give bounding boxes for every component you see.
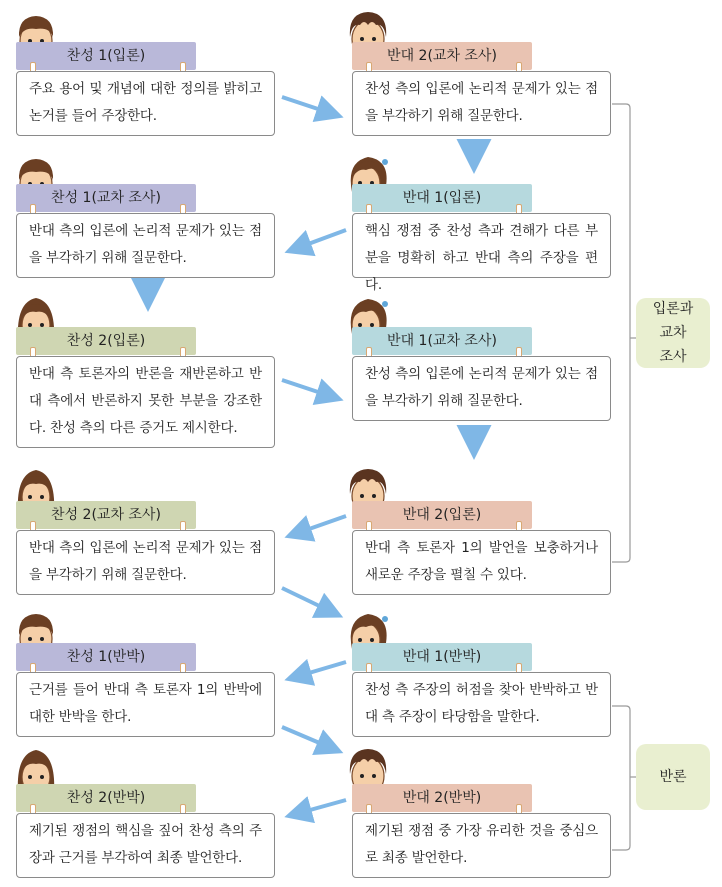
step-box-neg1-cross: 찬성 측의 입론에 논리적 문제가 있는 점을 부각하기 위해 질문한다. <box>352 356 611 421</box>
step-box-neg2-rebuttal: 제기된 쟁점 중 가장 유리한 것을 중심으로 최종 발언한다. <box>352 813 611 878</box>
step-box-affirm1-rebuttal: 근거를 들어 반대 측 토론자 1의 반박에 대한 반박을 한다. <box>16 672 275 737</box>
step-label-neg1-constructive: 반대 1(입론) <box>352 184 532 212</box>
group-label-constructive-cross: 입론과 교차 조사 <box>636 298 710 368</box>
group-label-rebuttal: 반론 <box>636 744 710 810</box>
arrow-s8-s9 <box>282 588 336 614</box>
arrow-s7-s8 <box>292 516 346 535</box>
arrow-s11-s12 <box>292 800 346 815</box>
step-label-affirm1-constructive: 찬성 1(입론) <box>16 42 196 70</box>
step-label-neg2-constructive: 반대 2(입론) <box>352 501 532 529</box>
step-box-affirm2-constructive: 반대 측 토론자의 반론을 재반론하고 반대 측에서 반론하지 못한 부분을 강조한다. 찬성 측의 다른 증거도 제시한다. <box>16 356 275 448</box>
step-label-affirm1-cross: 찬성 1(교차 조사) <box>16 184 196 212</box>
step-box-neg2-constructive: 반대 측 토론자 1의 발언을 보충하거나 새로운 주장을 펼칠 수 있다. <box>352 530 611 595</box>
bracket-group-1 <box>612 104 630 562</box>
step-label-neg2-rebuttal: 반대 2(반박) <box>352 784 532 812</box>
arrow-s5-s6 <box>282 380 336 398</box>
step-label-neg2-cross: 반대 2(교차 조사) <box>352 42 532 70</box>
step-box-neg1-rebuttal: 찬성 측 주장의 허점을 찾아 반박하고 반대 측 주장이 타당함을 말한다. <box>352 672 611 737</box>
step-box-neg1-constructive: 핵심 쟁점 중 찬성 측과 견해가 다른 부분을 명확히 하고 반대 측의 주장을 편다. <box>352 213 611 278</box>
step-box-affirm2-rebuttal: 제기된 쟁점의 핵심을 짚어 찬성 측의 주장과 근거를 부각하여 최종 발언한다. <box>16 813 275 878</box>
step-box-affirm2-cross: 반대 측의 입론에 논리적 문제가 있는 점을 부각하기 위해 질문한다. <box>16 530 275 595</box>
step-box-neg2-cross: 찬성 측의 입론에 논리적 문제가 있는 점을 부각하기 위해 질문한다. <box>352 71 611 136</box>
arrow-s1-s2 <box>282 97 336 115</box>
step-label-affirm2-constructive: 찬성 2(입론) <box>16 327 196 355</box>
step-label-neg1-rebuttal: 반대 1(반박) <box>352 643 532 671</box>
arrow-s10-s11 <box>282 727 336 750</box>
step-box-affirm1-cross: 반대 측의 입론에 논리적 문제가 있는 점을 부각하기 위해 질문한다. <box>16 213 275 278</box>
step-label-neg1-cross: 반대 1(교차 조사) <box>352 327 532 355</box>
arrow-s9-s10 <box>292 662 346 678</box>
step-label-affirm2-cross: 찬성 2(교차 조사) <box>16 501 196 529</box>
arrow-s3-s4 <box>292 230 346 250</box>
step-label-affirm2-rebuttal: 찬성 2(반박) <box>16 784 196 812</box>
bracket-group-2 <box>612 706 630 850</box>
step-box-affirm1-constructive: 주요 용어 및 개념에 대한 정의를 밝히고 논거를 들어 주장한다. <box>16 71 275 136</box>
step-label-affirm1-rebuttal: 찬성 1(반박) <box>16 643 196 671</box>
